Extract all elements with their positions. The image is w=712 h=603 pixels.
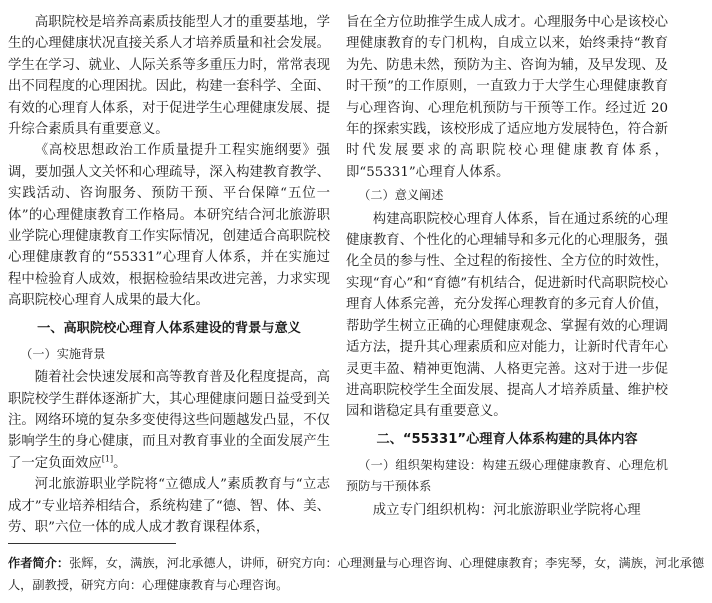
background-paragraph-2: 河北旅游职业学院将“立德成人”素质教育与“立志成才”专业培养相结合，系统构建了“德、智、体、美、劳、职”六位一体的成人成才教育课程体系， — [8, 477, 330, 535]
subsection-1-heading: （一）实施背景 — [20, 346, 106, 361]
intro-paragraph-2: 《高校思想政治工作质量提升工程实施纲要》强调，要加强人文关怀和心理疏导，深入构建教育教学、实践活动、咨询服务、预防干预、平台保障“五位一体”的心理健康教育工作格局。本研究结合河北旅游职业学院心理健康教育工作实际情况，创建适合高职院校心理健康教育的“55331”心理育人体系，并在实施过程中检验育人成效，根据检验结果改进完善，力求实现高职院校心理育人成果的最大化。 — [8, 143, 330, 309]
background-paragraph-1-text: 随着社会快速发展和高等教育普及化程度提高，高职院校学生群体逐渐扩大，其心理健康问题日益受到关注。网络环境的复杂多变使得这些问题越发凸显，不仅影响学生的身心健康，而且对教育事业的全面发展产生了一定负面效应 — [8, 370, 330, 471]
footnote-label: 作者简介： — [8, 556, 70, 570]
section-1-heading: 一、高职院校心理育人体系建设的背景与意义 — [37, 320, 301, 336]
right-column — [346, 12, 668, 521]
footnote-divider — [8, 543, 176, 544]
subsection-3-heading: （一）组织架构建设：构建五级心理健康教育、心理危机预防与干预体系 — [346, 457, 668, 494]
continued-paragraph: 旨在全方位助推学生成人成才。心理服务中心是该校心理健康教育的专门机构，自成立以来，始终秉持“教育为先、防患未然，预防为主、咨询为辅，及早发现、及时干预”的工作原则，一直致力于大学生心理健康教育与心理咨询、心理危机预防与干预等工作。经过近 20 年的探索实践，该校形成了适应地方发展特色，符合新时代发展要求的高职院校心理健康教育体系，即“55331”心理育人体系。 — [346, 15, 668, 180]
left-column — [8, 12, 330, 538]
organization-paragraph: 成立专门组织机构：河北旅游职业学院将心理 — [372, 502, 641, 518]
footnote-text: 张辉，女，满族，河北承德人，讲师，研究方向：心理测量与心理咨询、心理健康教育；李宪琴，女，满族，河北承德人，副教授，研究方向：心理健康教育与心理咨询。 — [8, 556, 705, 592]
intro-paragraph-1: 高职院校是培养高素质技能型人才的重要基地，学生的心理健康状况直接关系人才培养质量和社会发展。学生在学习、就业、人际关系等多重压力时，常常表现出不同程度的心理困扰。因此，构建一套科学、全面、有效的心理育人体系，对于促进学生心理健康发展、提升综合素质具有重要意义。 — [8, 15, 330, 138]
significance-paragraph: 构建高职院校心理育人体系，旨在通过系统的心理健康教育、个性化的心理辅导和多元化的心理服务，强化全员的参与性、全过程的衔接性、全方位的时效性，实现“育心”和“育德”有机结合，促进新时代高职院校心理育人体系完善，充分发挥心理教育的多元育人价值，帮助学生树立正确的心理健康观念、掌握有效的心理调适方法，提升其心理素质和应对能力，让新时代青年心灵更丰盈、精神更饱满、人格更完善。这对于进一步促进高职院校学生全面发展、提高人才培养质量、维护校园和谐稳定具有重要意义。 — [346, 211, 668, 420]
subsection-2-heading: （二）意义阐述 — [358, 188, 444, 203]
author-footnote — [8, 552, 704, 596]
citation-ref: [1] — [101, 454, 114, 464]
background-paragraph-1 — [8, 367, 330, 474]
background-paragraph-1-end: 。 — [113, 455, 127, 471]
section-2-heading: 二、“55331”心理育人体系构建的具体内容 — [376, 431, 638, 447]
